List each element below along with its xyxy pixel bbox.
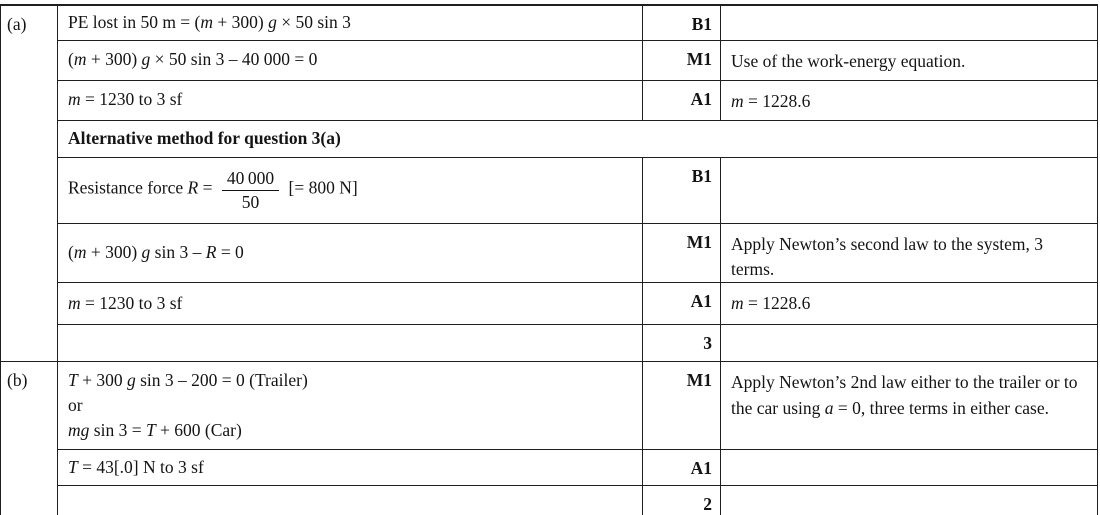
comment-cell: m = 1228.6 — [721, 283, 1098, 325]
table-row — [1, 40, 1098, 80]
comment-cell: Apply Newton’s second law to the system, 3 terms. — [721, 223, 1098, 283]
alternative-method-header: Alternative method for question 3(a) — [58, 120, 1098, 157]
comment-cell — [721, 5, 1098, 40]
working-cell: m = 1230 to 3 sf — [58, 80, 643, 120]
working-cell: Resistance force R = $\frac{40 000}{50}$ [= 800 N] — [58, 157, 643, 223]
table-row — [1, 5, 1098, 40]
table-row — [1, 223, 1098, 283]
comment-cell — [721, 325, 1098, 362]
table-row — [1, 80, 1098, 120]
mark-cell: M1 — [643, 40, 721, 80]
comment-cell — [721, 157, 1098, 223]
mark-cell: A1 — [643, 450, 721, 486]
working-cell: (m + 300) g sin 3 – R = 0 — [58, 223, 643, 283]
table-row — [1, 486, 1098, 515]
part-label-a: (a) — [1, 5, 58, 362]
part-total-cell: 3 — [643, 325, 721, 362]
comment-cell — [721, 486, 1098, 515]
table-row — [1, 325, 1098, 362]
table-row — [1, 120, 1098, 157]
table-row — [1, 283, 1098, 325]
comment-cell: m = 1228.6 — [721, 80, 1098, 120]
comment-cell: Use of the work-energy equation. — [721, 40, 1098, 80]
mark-cell: M1 — [643, 223, 721, 283]
working-cell — [58, 325, 643, 362]
comment-cell — [721, 450, 1098, 486]
working-cell — [58, 486, 643, 515]
mark-scheme-table — [0, 4, 1098, 515]
table-row — [1, 362, 1098, 450]
working-cell: T + 300 g sin 3 – 200 = 0 (Trailer) or mg sin 3 = T + 600 (Car) — [58, 362, 643, 450]
comment-cell: Apply Newton’s 2nd law either to the trailer or to the car using a = 0, three terms in either case. — [721, 362, 1098, 450]
mark-cell: A1 — [643, 80, 721, 120]
table-row — [1, 450, 1098, 486]
mark-cell: B1 — [643, 157, 721, 223]
part-label-b: (b) — [1, 362, 58, 515]
mark-cell: A1 — [643, 283, 721, 325]
part-total-cell: 2 — [643, 486, 721, 515]
working-cell: m = 1230 to 3 sf — [58, 283, 643, 325]
working-cell: (m + 300) g × 50 sin 3 – 40 000 = 0 — [58, 40, 643, 80]
mark-cell: B1 — [643, 5, 721, 40]
table-row — [1, 157, 1098, 223]
working-cell: PE lost in 50 m = (m + 300) g × 50 sin 3 — [58, 5, 643, 40]
working-cell: T = 43[.0] N to 3 sf — [58, 450, 643, 486]
mark-cell: M1 — [643, 362, 721, 450]
